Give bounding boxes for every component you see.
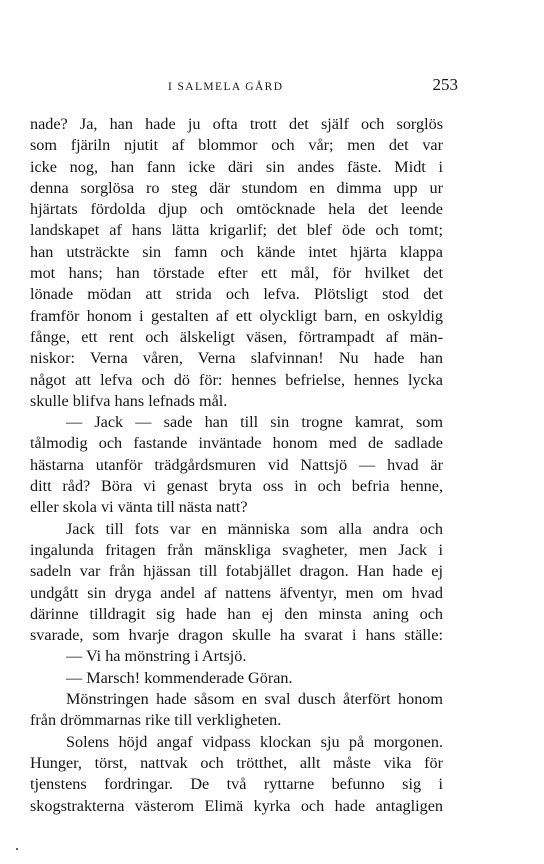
text-line: niskor: Verna våren, Verna slafvinnan! Nu hade han (30, 349, 443, 368)
text-line: icke nog, han fann icke däri sin andes fäste. Midt i (30, 157, 443, 176)
text-line: Hunger, törst, nattvak och trötthet, allt måste vika för (30, 753, 443, 772)
text-line: skulle blifva hans lefnads mål. (30, 391, 228, 410)
text-line: han utsträckte sin famn och kände intet hjärta klappa (30, 242, 443, 261)
text-line: Mönstringen hade såsom en sval dusch återfört honom (66, 690, 443, 709)
text-line: sadeln var från hjässan till fotabjället dragon. Han hade ej (30, 562, 443, 581)
text-line: hjärtats fördolda djup och omtöcknade hela det leende (30, 200, 443, 219)
text-line: Jack till fots var en människa som alla andra och (66, 519, 443, 538)
text-line: från drömmarnas rike till verkligheten. (30, 711, 282, 730)
text-line: ditt råd? Böra vi genast bryta oss in och befria henne, (30, 477, 443, 496)
text-line: därinne tilldragit sig hade han ej den minsta aning och (30, 604, 443, 623)
page-number: 253 (432, 75, 458, 94)
running-title: I SALMELA GÅRD (168, 81, 284, 93)
text-line: landskapet af hans lätta krigarlif; det blef öde och tomt; (30, 221, 443, 240)
text-line: Solens höjd angaf vidpass klockan sju på morgonen. (66, 732, 443, 751)
text-line: — Vi ha mönstring i Artsjö. (66, 647, 247, 666)
text-line: denna sorglösa ro steg där stundom en dimma upp ur (30, 178, 443, 197)
body-text (30, 114, 443, 817)
text-line: — Jack — sade han till sin trogne kamrat, som (66, 413, 443, 432)
text-line: undgått sin dryga andel af nattens äfventyr, men om hvad (30, 583, 443, 602)
page-speck (16, 848, 18, 850)
text-line: fånge, ett rent och älskeligt väsen, förtrampadt af män- (30, 327, 443, 346)
text-line: — Marsch! kommenderade Göran. (66, 668, 293, 687)
text-line: något att lefva och dö för: hennes befrielse, hennes lycka (30, 370, 443, 389)
text-line: mot hans; han törstade efter ett mål, för hvilket det (30, 264, 443, 283)
text-line: som fjäriln njutit af blommor och vår; men det var (30, 136, 443, 155)
text-line: hästarna utanför trädgårdsmuren vid Nattsjö — hvad är (30, 455, 443, 474)
text-line: lönade mödan att strida och lefva. Plötsligt stod det (30, 285, 443, 304)
text-line: eller skola vi vänta till nästa natt? (30, 498, 248, 517)
text-line: framför honom i gestalten af ett olyckligt barn, en oskyldig (30, 306, 443, 325)
text-line: skogstrakterna västerom Elimä kyrka och hade antagligen (30, 796, 443, 815)
text-line: tjenstens fordringar. De två ryttarne befunno sig i (30, 775, 443, 794)
text-line: svarade, som hvarje dragon skulle ha svarat i hans ställe: (30, 626, 443, 645)
text-line: nade? Ja, han hade ju ofta trott det själf och sorglös (30, 115, 443, 133)
running-head (30, 75, 458, 100)
text-line: tålmodig och fastande inväntade honom med de sadlade (30, 434, 443, 453)
text-line: ingalunda fritagen från mänskliga svagheter, men Jack i (30, 540, 443, 559)
